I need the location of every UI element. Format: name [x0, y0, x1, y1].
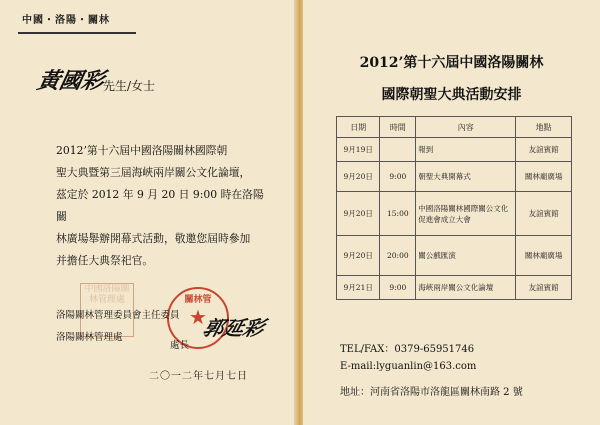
page-header: 中國・洛陽・關林	[22, 15, 110, 26]
cell-date: 9月21日	[337, 276, 380, 300]
schedule-table	[336, 116, 572, 300]
tel-fax: TEL/FAX：0379-65951746	[340, 344, 475, 355]
square-seal-text: 中國洛陽關林管理處	[84, 284, 130, 305]
table-row	[337, 162, 572, 192]
cell-time: 20:00	[380, 236, 416, 276]
letter-line: 2012’第十六屆中國洛陽關林國際朝	[56, 144, 228, 157]
letter-line: 林廣場舉辦開幕式活動，敬邀您屆時參加	[56, 232, 251, 245]
table-row	[337, 236, 572, 276]
email-address: E-mail:lyguanlin@163.com	[340, 361, 477, 372]
cell-time: 9:00	[380, 162, 416, 192]
letter-date: 二〇一二年七月七日	[149, 371, 248, 382]
cell-time: 15:00	[380, 192, 416, 236]
cell-date: 9月20日	[337, 236, 380, 276]
cell-place: 友誼賓館	[516, 276, 572, 300]
cell-content: 朝聖大典開幕式	[416, 162, 516, 192]
schedule-title-line-2: 國際朝聖大典活動安排	[381, 87, 522, 103]
table-header-row	[337, 117, 572, 138]
postal-address: 地址：河南省洛陽市洛龍區關林南路 2 號	[340, 387, 523, 398]
cell-content: 關公戲匯演	[416, 236, 516, 276]
cell-date: 9月20日	[337, 192, 380, 236]
table-row	[337, 192, 572, 236]
col-header-content: 內容	[416, 117, 516, 138]
col-header-date: 日期	[337, 117, 380, 138]
col-header-time: 時間	[380, 117, 416, 138]
handwritten-signature: 郭延彩	[200, 316, 268, 340]
org-office: 洛陽關林管理處	[56, 332, 123, 343]
letter-line: 聖大典暨第三屆海峽兩岸關公文化論壇，	[56, 166, 251, 179]
header-underline	[18, 32, 136, 34]
letter-line: 并擔任大典祭祀官。	[56, 254, 154, 267]
cell-date: 9月19日	[337, 138, 380, 162]
letter-line: 茲定於 2012 年 9 月 20 日 9:00 時在洛陽關	[56, 188, 264, 223]
cell-place: 關林廟廣場	[516, 162, 572, 192]
table-row	[337, 276, 572, 300]
cell-content: 報到	[416, 138, 516, 162]
cell-time: 9:00	[380, 276, 416, 300]
cell-content: 中國洛陽關林國際關公文化促進會成立大會	[416, 192, 516, 236]
red-seal-text: 關林管	[184, 295, 212, 305]
cell-place: 友誼賓館	[516, 192, 572, 236]
star-icon: ★	[189, 305, 207, 329]
letter-body	[56, 140, 270, 272]
chief-title: 處長	[170, 340, 190, 351]
cell-date: 9月20日	[337, 162, 380, 192]
cell-place: 友誼賓館	[516, 138, 572, 162]
schedule-title-line-1: 2012’第十六屆中國洛陽關林	[359, 55, 544, 71]
cell-place: 關林廟廣場	[516, 236, 572, 276]
cell-time	[380, 138, 416, 162]
table-row	[337, 138, 572, 162]
col-header-place: 地點	[516, 117, 572, 138]
right-page	[303, 0, 600, 425]
recipient-signature: 黃國彩	[34, 68, 107, 94]
cell-content: 海峽兩岸關公文化論壇	[416, 276, 516, 300]
org-committee: 洛陽關林管理委員會主任委員	[56, 310, 180, 321]
left-page	[0, 0, 297, 425]
salutation: 先生/女士	[103, 79, 156, 93]
